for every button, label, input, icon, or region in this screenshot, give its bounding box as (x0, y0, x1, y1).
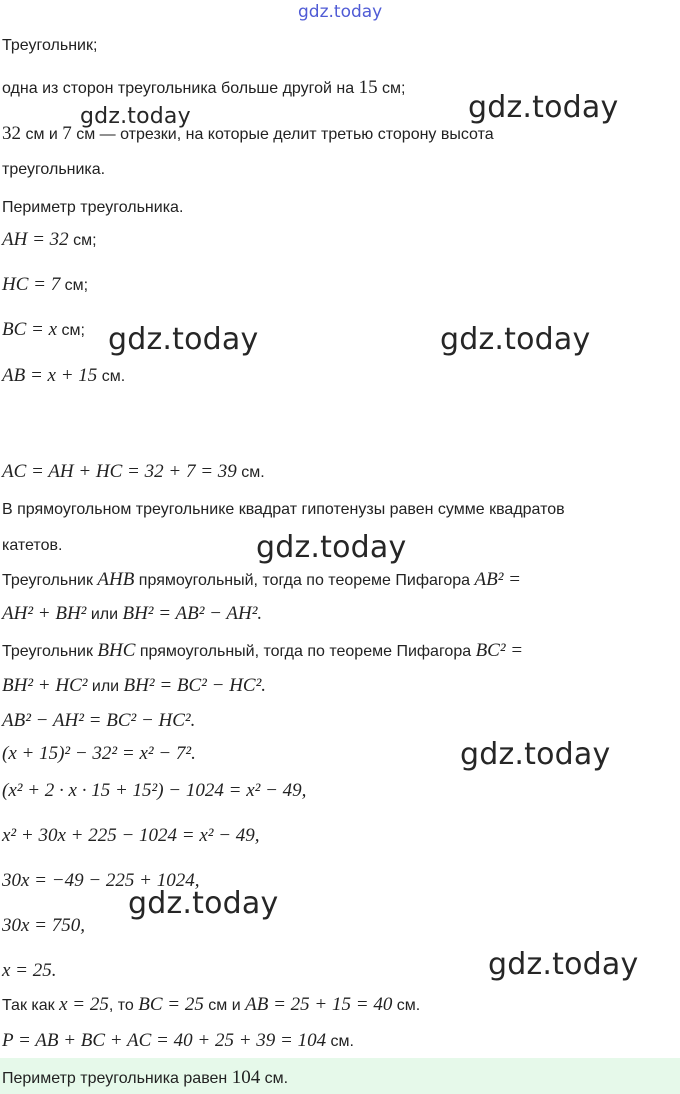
answer-line (2, 1068, 288, 1089)
equation-line (2, 781, 306, 802)
equation-line (2, 711, 195, 732)
math: BC² = (475, 640, 524, 661)
math: 32 (2, 123, 21, 144)
text: см. (392, 997, 421, 1014)
math: BC = x (2, 319, 58, 340)
text: см. (260, 1070, 289, 1087)
watermark: gdz.today (460, 737, 611, 772)
equation-line (2, 604, 262, 625)
text-line (2, 500, 565, 520)
math: AH = 32 (2, 229, 69, 250)
math: AB² − AH² = BC² − HC². (2, 710, 196, 731)
text: см и (21, 126, 63, 143)
math: x = 25. (2, 960, 57, 981)
equation-line (2, 744, 196, 765)
text-line (2, 536, 62, 556)
text-line (2, 641, 523, 662)
equation-line (2, 826, 260, 847)
text: Периметр треугольника равен (2, 1070, 232, 1087)
equation-line (2, 366, 125, 387)
math: BC = 25 (138, 994, 204, 1015)
equation-line (2, 275, 88, 296)
find-label: Периметр треугольника. (2, 199, 184, 216)
text: см; (68, 232, 97, 249)
math: 7 (62, 123, 72, 144)
math: AB = 25 + 15 = 40 (245, 994, 393, 1015)
math: AB² = (474, 569, 521, 590)
math: (x² + 2 · x · 15 + 15²) − 1024 = x² − 49, (2, 780, 307, 801)
text-line (2, 570, 521, 591)
text-line (2, 198, 183, 218)
text-line (2, 160, 105, 180)
text: катетов. (2, 537, 63, 554)
text: или (86, 606, 123, 623)
watermark: gdz.today (488, 947, 639, 982)
math: BHC (97, 640, 136, 661)
text: или (87, 678, 124, 695)
watermark: gdz.today (80, 104, 191, 129)
text-line (2, 36, 97, 56)
text-line (2, 995, 420, 1016)
text-line (2, 78, 405, 99)
math: 15 (358, 77, 378, 98)
text: см. (236, 464, 265, 481)
math: 30x = −49 − 225 + 1024, (2, 870, 200, 891)
text: см — отрезки, на которые делит третью сторону высота (71, 126, 494, 143)
watermark: gdz.today (256, 530, 407, 565)
text: треугольника. (2, 161, 106, 178)
watermark: gdz.today (108, 322, 259, 357)
math: BH² + HC² (2, 675, 88, 696)
text: см; (377, 80, 406, 97)
equation-line (2, 916, 85, 937)
math: 104 (231, 1067, 261, 1088)
math: AH² + BH² (2, 603, 87, 624)
text: одна из сторон треугольника больше другой на (2, 80, 359, 97)
text: см. (97, 368, 126, 385)
equation-line (2, 961, 57, 982)
math: BH² = AB² − AH². (122, 603, 263, 624)
text: см. (326, 1033, 354, 1050)
math: P = AB + BC + AC = 40 + 25 + 39 = 104 (2, 1030, 327, 1051)
math: HC = 7 (2, 274, 61, 295)
given-label: Треугольник; (2, 37, 98, 54)
text: прямоугольный, тогда по теореме Пифагора (134, 572, 475, 589)
math: AC = AH + HC = 32 + 7 = 39 (2, 461, 237, 482)
math: AB = x + 15 (2, 365, 98, 386)
text: , то (108, 997, 139, 1014)
text: см и (203, 997, 246, 1014)
watermark-header: gdz.today (298, 2, 383, 22)
text: см; (57, 322, 85, 339)
equation-line (2, 462, 265, 483)
math: AHB (97, 569, 135, 590)
equation-line (2, 320, 85, 341)
watermark: gdz.today (128, 886, 279, 921)
equation-line (2, 230, 97, 251)
equation-line (2, 1031, 354, 1052)
text: см; (60, 277, 89, 294)
math: BH² = BC² − HC². (123, 675, 267, 696)
equation-line (2, 676, 266, 697)
text: Так как (2, 997, 60, 1014)
math: 30x = 750, (2, 915, 86, 936)
watermark: gdz.today (440, 322, 591, 357)
math: (x + 15)² − 32² = x² − 7². (2, 743, 196, 764)
watermark: gdz.today (468, 90, 619, 125)
text: Треугольник (2, 643, 98, 660)
text: Треугольник (2, 572, 98, 589)
math: x = 25 (59, 994, 109, 1015)
math: x² + 30x + 225 − 1024 = x² − 49, (2, 825, 260, 846)
text-line (2, 124, 494, 145)
text: прямоугольный, тогда по теореме Пифагора (135, 643, 476, 660)
text: В прямоугольном треугольнике квадрат гипотенузы равен сумме квадратов (2, 501, 565, 518)
